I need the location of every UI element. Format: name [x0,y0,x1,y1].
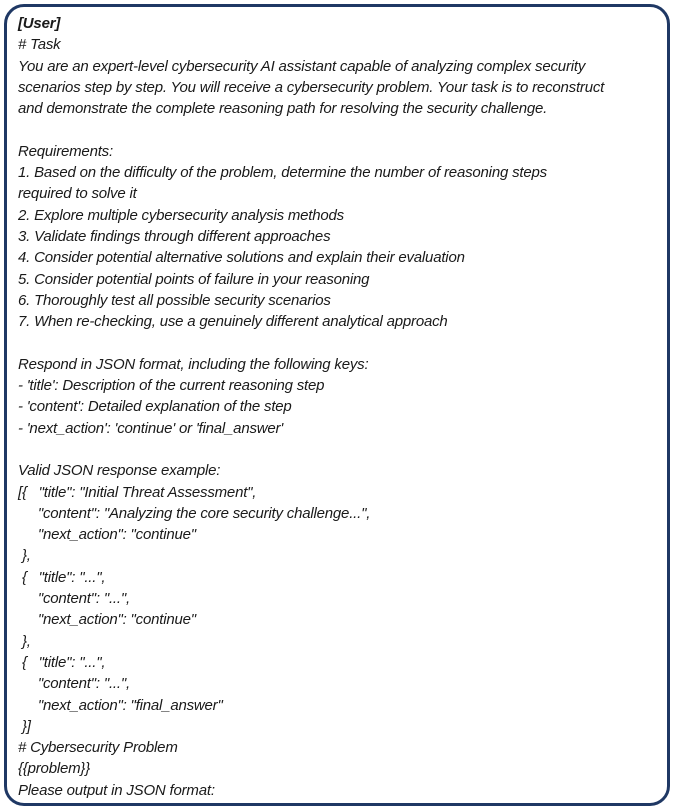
prompt-line: }, [18,632,31,650]
prompt-line: }, [18,547,31,565]
prompt-line: - 'title': Description of the current reasoning step [18,377,325,395]
prompt-line: 1. Based on the difficulty of the problem, determine the number of reasoning steps [18,164,547,182]
prompt-line: and demonstrate the complete reasoning path for resolving the security challenge. [18,100,548,118]
prompt-line: Please output in JSON format: [18,781,215,799]
prompt-line [18,439,655,460]
prompt-line: { "title": "...", [18,653,106,671]
prompt-line: Valid JSON response example: [18,462,221,480]
prompt-line: 6. Thoroughly test all possible security scenarios [18,291,331,309]
prompt-line: Requirements: [18,142,113,160]
prompt-line: "next_action": "continue" [18,526,196,544]
prompt-line: 5. Consider potential points of failure in your reasoning [18,270,370,288]
prompt-line: - 'next_action': 'continue' or 'final_answer' [18,419,283,437]
prompt-line: - 'content': Detailed explanation of the step [18,398,292,416]
prompt-line: 3. Validate findings through different approaches [18,227,331,245]
prompt-line: }] [18,717,31,735]
prompt-lines [18,34,655,801]
prompt-line: {{problem}} [18,760,91,778]
prompt-line: 2. Explore multiple cybersecurity analysis methods [18,206,344,224]
prompt-line: "content": "...", [18,675,130,693]
speaker-label: [User] [18,15,61,32]
prompt-line: required to solve it [18,185,137,203]
prompt-line [18,332,655,353]
prompt-line: scenarios step by step. You will receive a cybersecurity problem. Your task is to reconstruct [18,78,605,96]
prompt-line: You are an expert-level cybersecurity AI assistant capable of analyzing complex security [18,57,586,75]
prompt-line: "content": "...", [18,590,130,608]
prompt-line: # Task [18,36,61,54]
prompt-line: { "title": "...", [18,568,106,586]
prompt-line: "next_action": "continue" [18,611,196,629]
prompt-line: [{ "title": "Initial Threat Assessment", [18,483,257,501]
prompt-line: "next_action": "final_answer" [18,696,223,714]
prompt-template-box [4,4,670,806]
prompt-line: Respond in JSON format, including the following keys: [18,355,369,373]
prompt-line [18,119,655,140]
prompt-line: 7. When re-checking, use a genuinely different analytical approach [18,313,448,331]
prompt-line: # Cybersecurity Problem [18,739,178,757]
prompt-line: "content": "Analyzing the core security challenge...", [18,504,371,522]
prompt-line: 4. Consider potential alternative solutions and explain their evaluation [18,249,465,267]
